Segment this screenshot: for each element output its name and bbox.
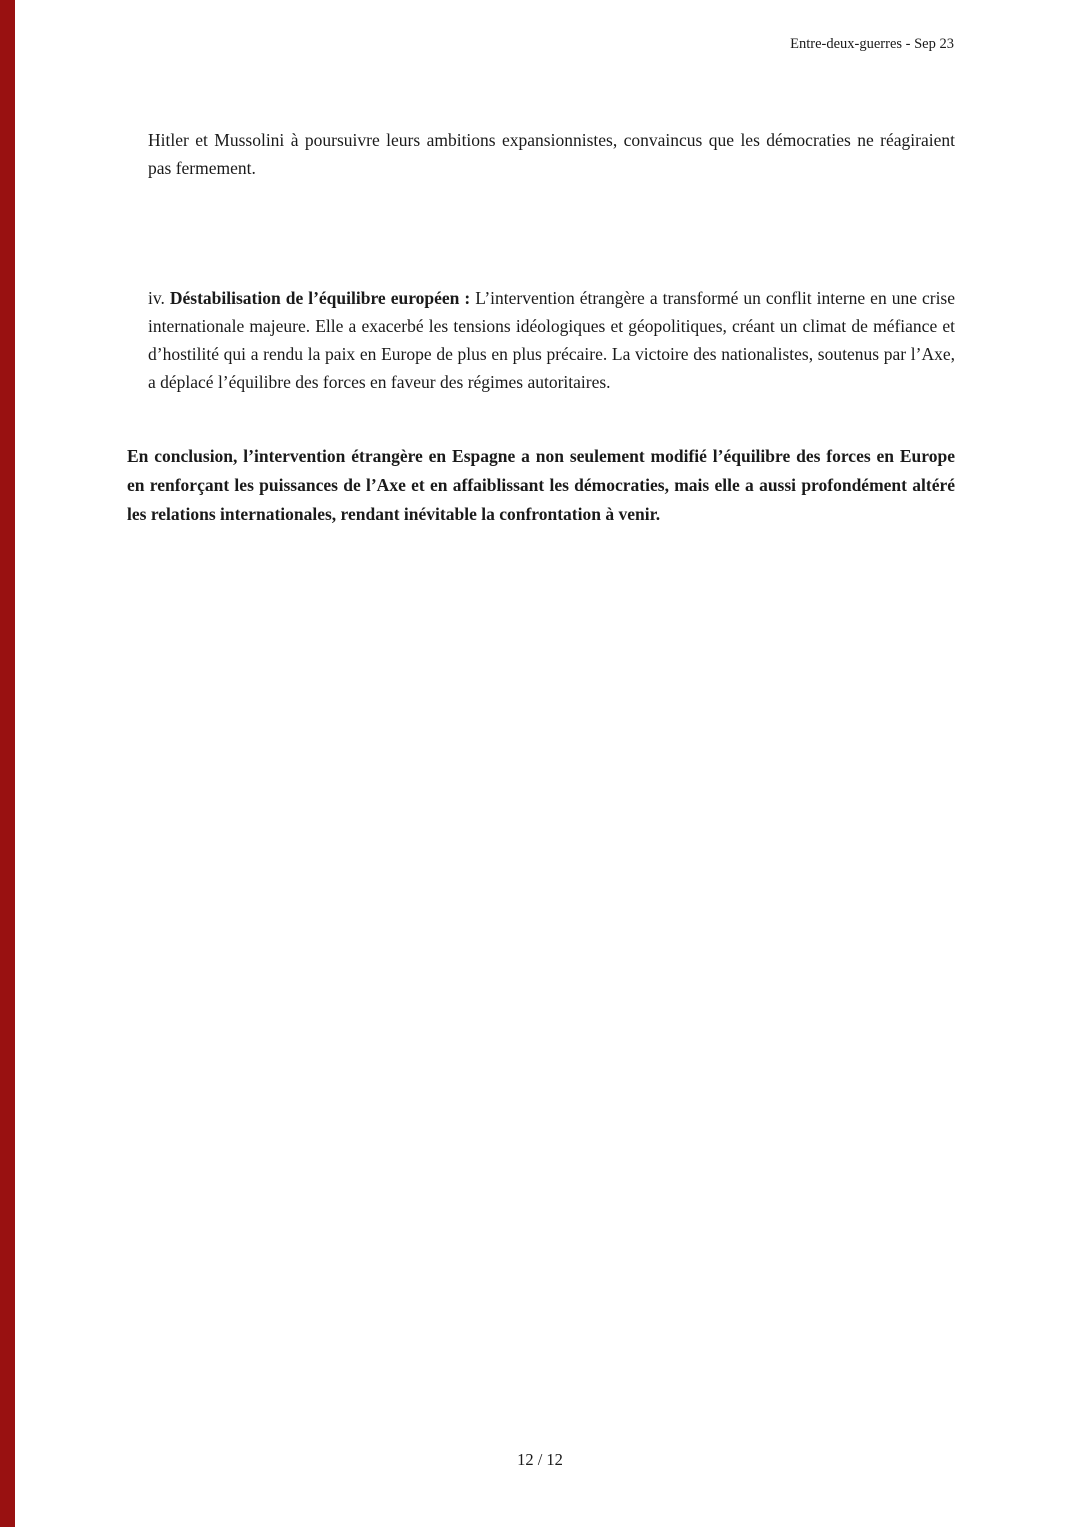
left-accent-strip [0, 0, 15, 1527]
item-iv-heading: Déstabilisation de l’équilibre européen : [169, 288, 471, 308]
conclusion-paragraph: En conclusion, l’intervention étrangère en Espagne a non seulement modifié l’équilibre des forces en Europe en renforçant les puissances de l’Axe et en affaiblissant les démocraties, mais elle a aussi profondément altéré les relations internationales, rendant inévitable la confrontation à venir. [127, 446, 955, 524]
header-text: Entre-deux-guerres - Sep 23 [790, 36, 954, 52]
item-iv-label: iv. [148, 288, 165, 308]
item-iv-text: L’intervention étrangère a transformé un conflit interne en une crise internationale majeure. Elle a exacerbé les tensions idéologiques et géopolitiques, créant un climat de méfiance et d’hostilité qui a rendu la paix en Europe de plus en plus précaire. La victoire des nationalistes, soutenus par l’Axe, a déplacé l’équilibre des forces en faveur des régimes autoritaires. [148, 288, 956, 392]
page-footer [0, 1450, 1080, 1470]
paragraph-intro: Hitler et Mussolini à poursuivre leurs ambitions expansionnistes, convaincus que les démocraties ne réagiraient pas fermement. [148, 130, 955, 178]
page-number: 12 / 12 [517, 1450, 563, 1469]
document-body [127, 126, 955, 529]
page-header [127, 36, 954, 53]
paragraph-item-iv [148, 284, 955, 396]
